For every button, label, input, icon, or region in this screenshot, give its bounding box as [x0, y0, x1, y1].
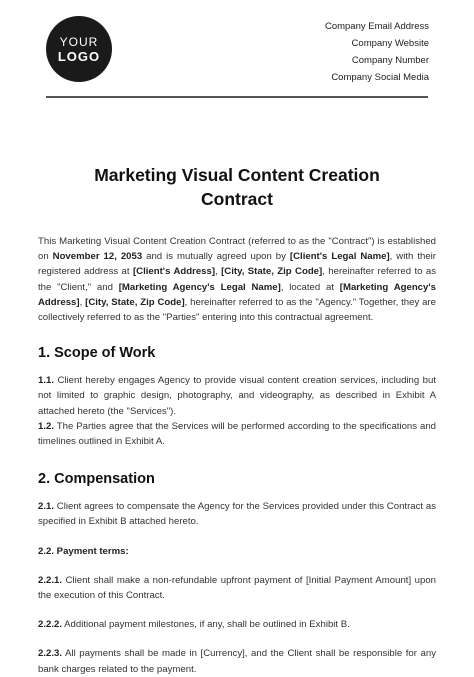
contract-date: November 12, 2053	[52, 251, 143, 263]
intro-text: This Marketing Visual Content Creation Contract (referred to as the "Contract") is established on	[38, 236, 436, 263]
clause-text: Client agrees to compensate the Agency for the Services provided under this Contract as specified in Exhibit B attached hereto.	[38, 501, 436, 528]
clause-number: 1.1.	[38, 375, 55, 387]
section-heading-scope: 1. Scope of Work	[38, 345, 156, 362]
intro-text: , with their registered address at	[38, 251, 436, 278]
intro-text: ,	[215, 266, 222, 278]
company-social: Company Social Media	[331, 72, 429, 83]
clause-text: Client hereby engages Agency to provide visual content creation services, including but not limited to graphic design, photography, and videography, as described in Exhibit A attached hereto (the "Services").	[38, 375, 436, 417]
company-number: Company Number	[351, 55, 429, 66]
company-logo	[46, 16, 112, 82]
clause-number: 2.1.	[38, 501, 55, 513]
clause-1-1	[38, 373, 436, 419]
document-title	[40, 163, 434, 211]
intro-text: , hereinafter referred to as the "Agency." Together, they are collectively referred to as the "Parties" entering into this contractual agreement.	[38, 296, 436, 324]
document-body	[38, 234, 436, 677]
clause-number: 2.2.3.	[38, 648, 63, 660]
clause-number: 2.2.2.	[38, 619, 63, 631]
payment-terms-label: 2.2. Payment terms:	[38, 545, 129, 557]
company-email: Company Email Address	[324, 21, 429, 32]
logo-line-1: YOUR	[59, 34, 99, 49]
clause-text: Additional payment milestones, if any, shall be outlined in Exhibit B.	[62, 619, 350, 631]
section-heading-compensation: 2. Compensation	[38, 471, 155, 488]
clause-2-2-2	[38, 617, 436, 632]
client-legal-name: [Client's Legal Name]	[289, 251, 390, 263]
clause-number: 1.2.	[38, 420, 55, 432]
clause-number: 2.2.1.	[38, 574, 63, 586]
agency-legal-name: [Marketing Agency's Legal Name]	[118, 281, 281, 293]
clause-1-2	[38, 419, 436, 449]
clause-2-1	[38, 499, 436, 529]
clause-2-2-1	[38, 573, 436, 603]
agency-address: [Marketing Agency's Address]	[38, 281, 436, 308]
clause-2-2-3	[38, 646, 436, 676]
payment-terms-heading	[38, 544, 436, 559]
agency-city-state-zip: [City, State, Zip Code]	[85, 296, 185, 308]
company-contact-block	[325, 18, 429, 86]
clause-text: All payments shall be made in [Currency], and the Client shall be responsible for any bank charges related to the payment.	[38, 648, 436, 675]
intro-text: , hereinafter referred to as the "Client," and	[38, 266, 437, 293]
title-line-2: Contract	[201, 189, 273, 209]
client-address: [Client's Address]	[132, 266, 216, 278]
clause-text: Client shall make a non-refundable upfront payment of [Initial Payment Amount] upon the execution of this Contract.	[38, 574, 436, 602]
intro-text: and is mutually agreed upon by	[142, 251, 290, 263]
company-website: Company Website	[351, 38, 429, 49]
intro-text: ,	[79, 296, 86, 308]
clause-text: The Parties agree that the Services will be performed according to the specifications and timelines outlined in Exhibit A.	[38, 420, 436, 448]
header-divider	[46, 96, 428, 98]
title-line-1: Marketing Visual Content Creation	[94, 165, 380, 185]
client-city-state-zip: [City, State, Zip Code]	[221, 266, 323, 278]
logo-line-2: LOGO	[57, 48, 101, 64]
intro-text: , located at	[280, 281, 340, 293]
intro-paragraph	[38, 234, 436, 325]
